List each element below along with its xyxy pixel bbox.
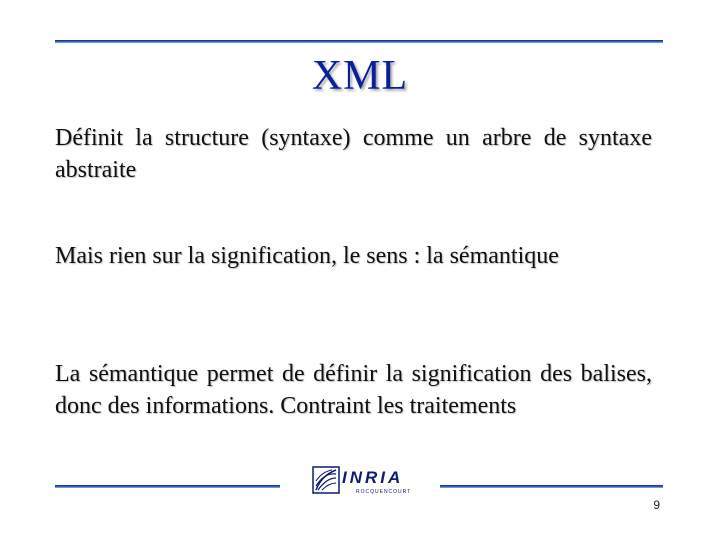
page-number: 9 [653,498,660,512]
bottom-divider-right [440,485,663,488]
inria-logo-text: INRIA [342,468,404,487]
inria-logo [312,466,424,496]
paragraph-3: La sémantique permet de définir la signification des balises, donc des informations. Contraint les traitements [55,361,652,419]
bottom-divider-left [55,485,280,488]
paragraph-1: Définit la structure (syntaxe) comme un arbre de syntaxe abstraite [55,125,652,183]
paragraph-2: Mais rien sur la signification, le sens : la sémantique [55,243,559,269]
slide-title: XML [311,53,409,99]
inria-logo-subtext: ROCQUENCOURT [356,489,412,495]
inria-logo-icon [312,466,340,494]
top-divider [55,40,663,43]
